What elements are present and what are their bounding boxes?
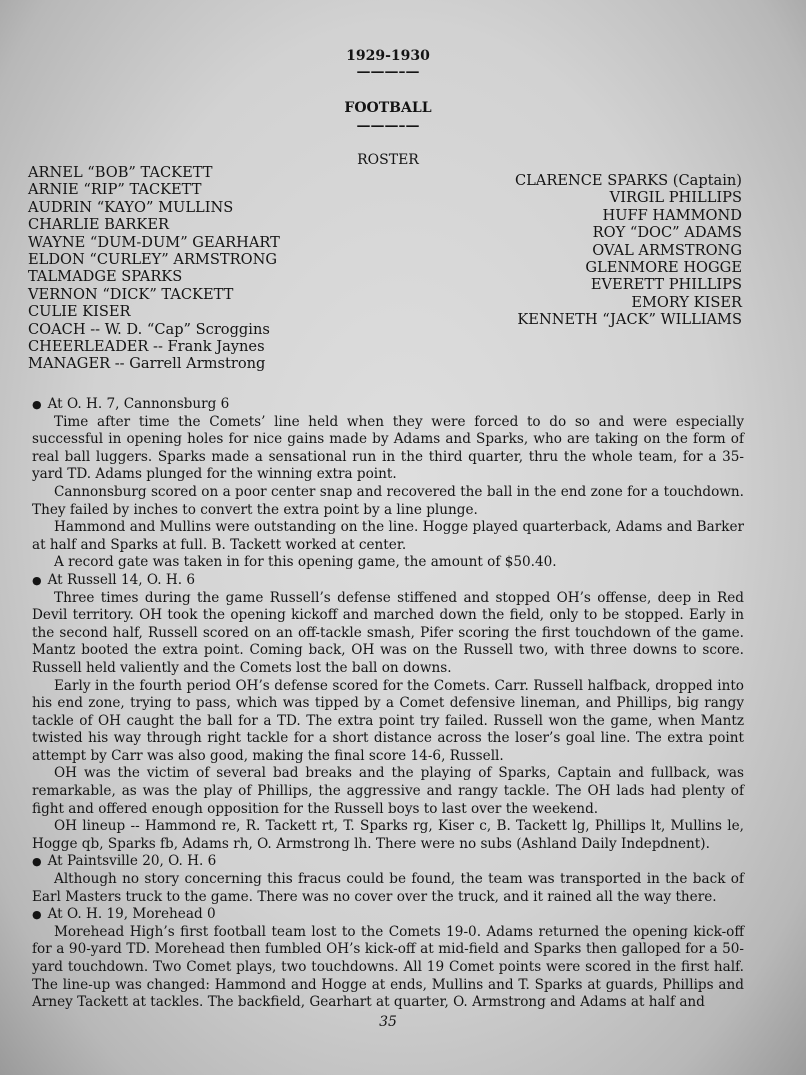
sport-title: FOOTBALL bbox=[344, 100, 432, 116]
paragraph: A record gate was taken in for this opening game, the amount of $50.40. bbox=[54, 554, 557, 571]
game-heading: ● At Russell 14, O. H. 6 bbox=[32, 571, 196, 588]
paragraph: OH lineup -- Hammond re, R. Tackett rt, T. Sparks rg, Kiser c, B. Tackett lg, Phillips lt, Mullins le, Hogge qb, Sparks fb, Adams rh, O. Armstrong lh. There were no subs (Ashland Daily Indepdnent). bbox=[32, 818, 744, 852]
season-title: 1929-1930 bbox=[346, 48, 430, 64]
roster-name: AUDRIN “KAYO” MULLINS bbox=[28, 198, 234, 216]
roster-name: VIRGIL PHILLIPS bbox=[609, 189, 742, 207]
bullet-icon: ● bbox=[32, 573, 42, 587]
roster-name: CLARENCE SPARKS (Captain) bbox=[514, 172, 742, 189]
roster-heading: ROSTER bbox=[357, 152, 419, 168]
roster-name: VERNON “DICK” TACKETT bbox=[28, 285, 234, 303]
roster-name: ROY “DOC” ADAMS bbox=[592, 224, 742, 242]
manager-line: MANAGER -- Garrell Armstrong bbox=[28, 355, 266, 373]
roster-name: HUFF HAMMOND bbox=[602, 206, 742, 224]
game-heading: ● At O. H. 7, Cannonsburg 6 bbox=[32, 396, 230, 412]
roster-name: TALMADGE SPARKS bbox=[28, 268, 183, 286]
roster-name: EVERETT PHILLIPS bbox=[590, 276, 742, 294]
roster-name: WAYNE “DUM-DUM” GEARHART bbox=[28, 233, 280, 251]
paragraph: Early in the fourth period OH’s defense scored for the Comets. Carr. Russell halfback, dropped into his end zone, trying to pass, which was tipped by a Comet defensive lineman, and Phillips, big rangy tackle of OH caught the ball for a TD. The extra point try failed. Russell won the game, when Mantz twisted his way through right tackle for a short distance across the loser’s goal line. The extra point attempt by Carr was also good, making the final score 14-6, Russell. bbox=[32, 677, 744, 764]
bullet-icon: ● bbox=[32, 908, 42, 922]
page-number: 35 bbox=[379, 1014, 397, 1030]
roster-name: KENNETH “JACK” WILLIAMS bbox=[517, 311, 742, 329]
roster-name: ELDON “CURLEY” ARMSTRONG bbox=[28, 251, 277, 269]
paragraph: Cannonsburg scored on a poor center snap and recovered the ball in the end zone for a touchdown. They failed by inches to convert the extra point by a line plunge. bbox=[32, 483, 744, 518]
game-heading: ● At O. H. 19, Morehead 0 bbox=[32, 906, 216, 923]
game-heading: ● At Paintsville 20, O. H. 6 bbox=[32, 853, 217, 870]
paragraph: Time after time the Comets’ line held when they were forced to do so and were especially successful in opening holes for nice gains made by Adams and Sparks, who are taking on the form of real ball luggers. Sparks made a sensational run in the third quarter, thru the whole team, for a 35-yard TD. Adams plunged for the winning extra point. bbox=[32, 413, 744, 483]
sport-rule: ———–— bbox=[356, 118, 420, 134]
roster-name: GLENMORE HOGGE bbox=[585, 259, 742, 277]
paragraph: OH was the victim of several bad breaks and the playing of Sparks, Captain and fullback, was remarkable, as was the play of Phillips, the aggressive and rangy tackle. The OH lads had plenty of fight and offered enough opposition for the Russell boys to last over the weekend. bbox=[32, 765, 744, 817]
paragraph: Hammond and Mullins were outstanding on the line. Hogge played quarterback, Adams and Barker at half and Sparks at full. B. Tackett worked at center. bbox=[32, 519, 744, 553]
coach-line: COACH -- W. D. “Cap” Scroggins bbox=[28, 320, 270, 338]
roster-left-column bbox=[28, 164, 280, 373]
roster-name: ARNIE “RIP” TACKETT bbox=[28, 181, 202, 199]
roster-right-column bbox=[515, 172, 742, 329]
roster-name: ARNEL “BOB” TACKETT bbox=[28, 164, 213, 181]
bullet-icon: ● bbox=[32, 398, 42, 411]
roster-name: OVAL ARMSTRONG bbox=[592, 241, 742, 259]
roster-name: CHARLIE BARKER bbox=[28, 216, 169, 234]
bullet-icon: ● bbox=[32, 855, 42, 869]
paragraph: Three times during the game Russell’s defense stiffened and stopped OH’s offense, deep in Red Devil territory. OH took the opening kickoff and marched down the field, only to be stopped. Early in the second half, Russell scored on an off-tackle smash, Pifer scoring the first touchdown of the game. Mantz booted the extra point. Coming back, OH was on the Russell two, with three downs to score. Russell held valiently and the Comets lost the ball on downs. bbox=[32, 589, 744, 676]
roster-name: CULIE KISER bbox=[28, 303, 131, 321]
paragraph: Although no story concerning this fracus could be found, the team was transported in the back of Earl Masters truck to the game. There was no cover over the truck, and it rained all the way there. bbox=[32, 871, 744, 905]
paragraph: Morehead High’s first football team lost to the Comets 19-0. Adams returned the opening kick-off for a 90-yard TD. Morehead then fumbled OH’s kick-off at mid-field and Sparks then galloped for a 50-yard touchdown. Two Comet plays, two touchdowns. All 19 Comet points were scored in the first half. The line-up was changed: Hammond and Hogge at ends, Mullins and T. Sparks at guards, Phillips and Arney Tackett at tackles. The backfield, Gearhart at quarter, O. Armstrong and Adams at half and bbox=[32, 923, 744, 1011]
cheerleader-line: CHEERLEADER -- Frank Jaynes bbox=[28, 338, 265, 356]
game-recaps bbox=[32, 396, 744, 1012]
title-rule: ———–— bbox=[356, 64, 420, 80]
roster-name: EMORY KISER bbox=[631, 293, 742, 311]
